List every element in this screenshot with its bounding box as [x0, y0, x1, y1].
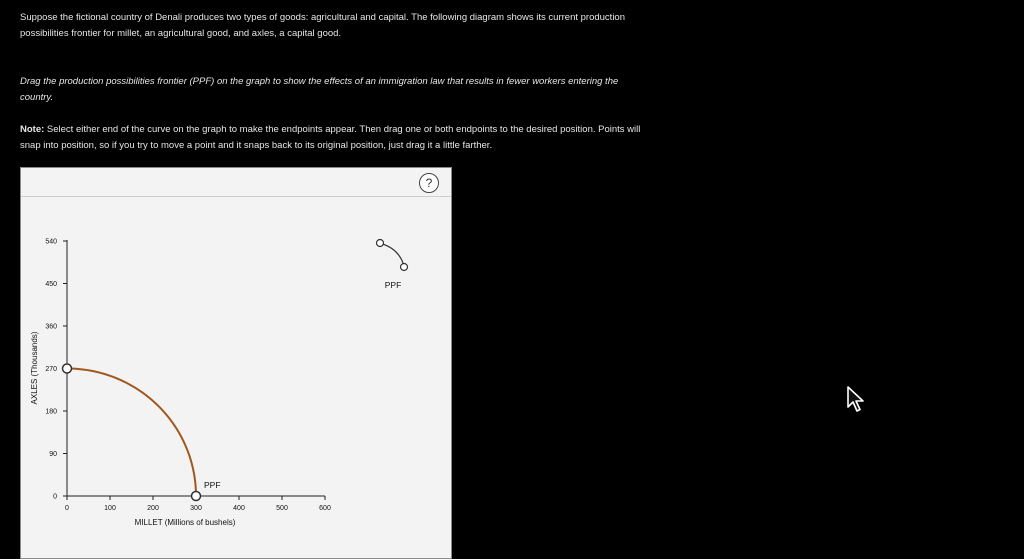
mouse-pointer-icon	[846, 385, 868, 415]
y-tick-label: 270	[45, 366, 57, 373]
x-tick-label: 600	[319, 505, 331, 512]
ppf-tool-curve-icon	[379, 243, 404, 266]
ppf-endpoint-y-axis[interactable]	[63, 364, 72, 373]
y-axis-title: AXLES (Thousands)	[30, 331, 39, 405]
help-button[interactable]: ?	[419, 173, 439, 193]
note-line-1	[20, 122, 780, 138]
ppf-tool-label: PPF	[384, 280, 402, 290]
note-line-1-rest: Select either end of the curve on the graph to make the endpoints appear. Then drag one or both endpoints to the desired position. Points will	[44, 124, 641, 135]
y-tick-label: 90	[49, 451, 57, 458]
note-label: Note:	[20, 124, 45, 135]
instruction-text	[20, 74, 740, 105]
note-text	[20, 122, 780, 153]
graph-panel[interactable]	[20, 167, 452, 559]
x-tick-label: 100	[104, 505, 116, 512]
ppf-endpoint-x-axis[interactable]	[192, 492, 201, 501]
y-tick-label: 180	[45, 408, 57, 416]
ppf-tool-end-point[interactable]	[401, 264, 408, 271]
y-tick-label: 360	[45, 323, 57, 331]
instruction-line-1: Drag the production possibilities frontier (PPF) on the graph to show the effects of an immigration law that results in fewer workers entering the	[20, 76, 619, 87]
y-tick-label: 0	[53, 493, 57, 501]
y-tick-label: 450	[45, 281, 57, 288]
x-tick-label: 200	[147, 505, 159, 512]
ppf-curve[interactable]	[67, 369, 196, 497]
intro-line-2: possibilities frontier for millet, an agricultural good, and axles, a capital good.	[20, 27, 342, 39]
x-tick-label: 0	[65, 505, 69, 512]
intro-text	[20, 10, 740, 41]
intro-line-1: Suppose the fictional country of Denali produces two types of goods: agricultural and capital. The following diagram shows its current production	[20, 12, 625, 23]
x-tick-label: 400	[233, 505, 245, 512]
ppf-drag-tool[interactable]	[377, 240, 408, 291]
x-axis-title: MILLET (Millions of bushels)	[134, 518, 236, 527]
ppf-graph[interactable]	[21, 168, 451, 558]
note-line-2: snap into position, so if you try to move a point and it snaps back to its original position, just drag it a little farther.	[20, 139, 493, 151]
y-tick-label: 540	[45, 238, 57, 246]
instruction-line-2: country.	[20, 91, 54, 103]
x-tick-label: 300	[190, 505, 202, 512]
ppf-tool-start-point[interactable]	[377, 240, 384, 247]
ppf-curve-label: PPF	[204, 480, 221, 490]
x-tick-label: 500	[276, 505, 288, 512]
